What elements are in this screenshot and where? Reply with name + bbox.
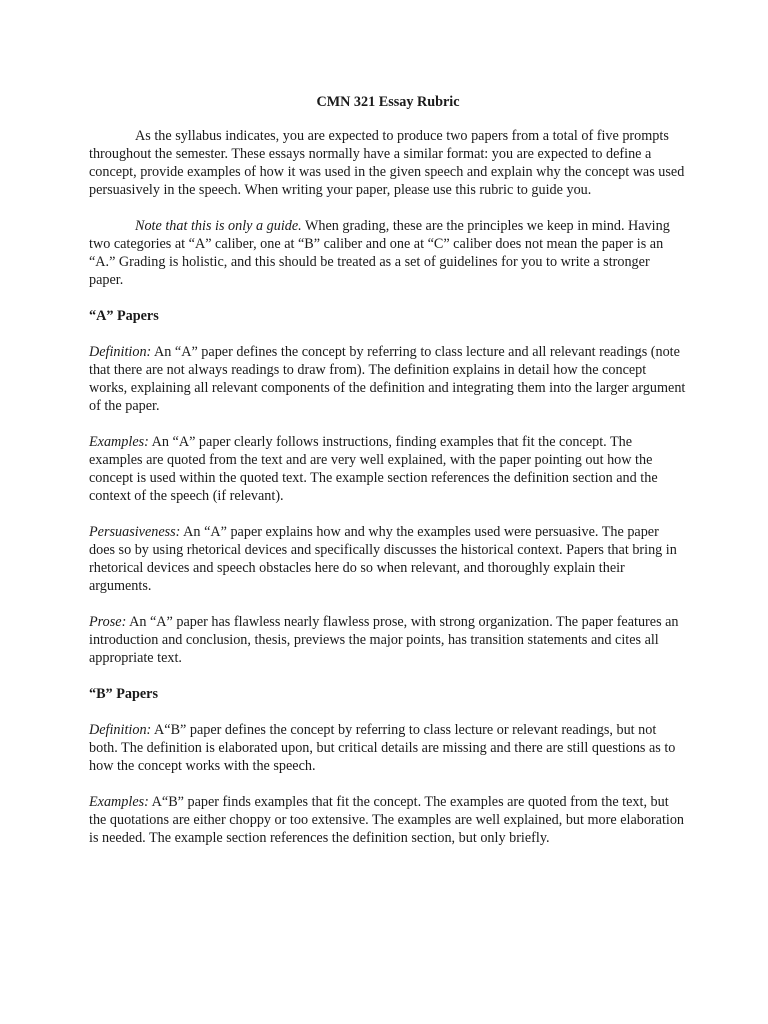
a-examples-paragraph	[89, 433, 687, 505]
criterion-text: A“B” paper defines the concept by referring to class lecture or relevant readings, but not both. The definition is elaborated upon, but critical details are missing and there are still questions as to how the concept works with the speech.	[89, 722, 676, 774]
section-heading-a: “A” Papers	[89, 308, 159, 324]
note-label: Note that this is only a guide.	[135, 218, 302, 234]
intro-paragraph: As the syllabus indicates, you are expected to produce two papers from a total of five prompts throughout the semester. These essays normally have a similar format: you are expected to define a concept, provide examples of how it was used in the given speech and explain why the concept was used persuasively in the speech. When writing your paper, please use this rubric to guide you.	[89, 128, 685, 198]
criterion-label: Persuasiveness:	[89, 524, 181, 540]
note-text: When grading, these are the principles we keep in mind. Having two categories at “A” caliber, one at “B” caliber and one at “C” caliber does not mean the paper is an “A.” Grading is holistic, and this should be treated as a set of guidelines for you to write a stronger paper.	[89, 218, 670, 288]
document-page	[89, 93, 687, 865]
criterion-text: An “A” paper explains how and why the examples used were persuasive. The paper does so by using rhetorical devices and specifically discusses the historical context. Papers that bring in rhetorical devices and speech obstacles here do so when relevant, and thoroughly explain their arguments.	[89, 524, 677, 594]
document-title: CMN 321 Essay Rubric	[316, 94, 460, 110]
criterion-label: Definition:	[89, 722, 152, 738]
criterion-label: Examples:	[89, 434, 149, 450]
a-prose-paragraph	[89, 613, 687, 667]
b-examples-paragraph	[89, 793, 687, 847]
criterion-text: An “A” paper clearly follows instructions, finding examples that fit the concept. The examples are quoted from the text and are very well explained, with the paper pointing out how the concept is used within the quoted text. The example section references the definition section and the context of the speech (if relevant).	[89, 434, 658, 504]
b-definition-paragraph	[89, 721, 687, 775]
criterion-label: Examples:	[89, 794, 149, 810]
section-heading-b: “B” Papers	[89, 686, 158, 702]
a-persuasiveness-paragraph	[89, 523, 687, 595]
criterion-text: An “A” paper defines the concept by referring to class lecture and all relevant readings (note that there are not always readings to draw from). The definition explains in detail how the concept works, explaining all relevant components of the definition and integrating them into the larger argument of the paper.	[89, 344, 686, 414]
note-paragraph	[89, 217, 687, 289]
criterion-label: Definition:	[89, 344, 152, 360]
criterion-text: A“B” paper finds examples that fit the concept. The examples are quoted from the text, but the quotations are either choppy or too extensive. The examples are well explained, but more elaboration is needed. The example section references the definition section, but only briefly.	[89, 794, 685, 846]
a-definition-paragraph	[89, 343, 687, 415]
criterion-label: Prose:	[89, 614, 127, 630]
criterion-text: An “A” paper has flawless nearly flawless prose, with strong organization. The paper features an introduction and conclusion, thesis, previews the major points, has transition statements and cites all appropriate text.	[89, 614, 679, 666]
